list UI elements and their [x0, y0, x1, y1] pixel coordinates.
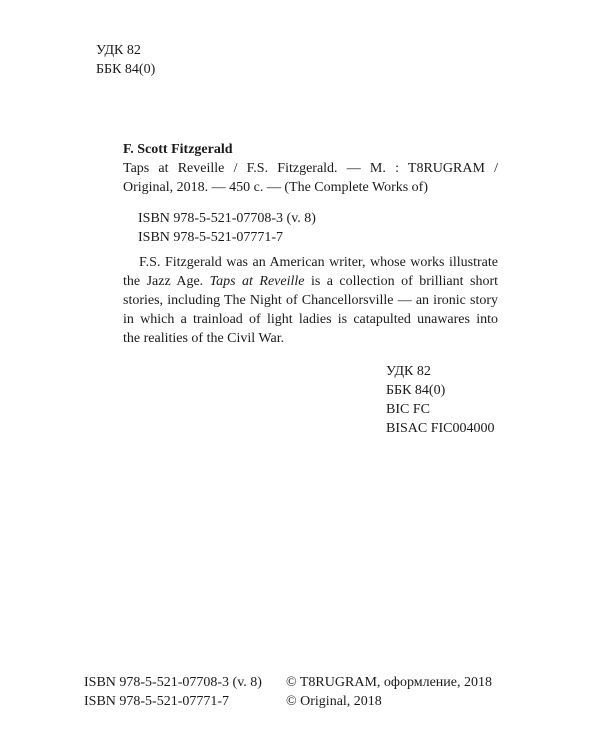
footer-isbn-volume: ISBN 978-5-521-07708-3 (v. 8): [84, 675, 262, 690]
bibliographic-entry: [123, 159, 498, 197]
udk-code: УДК 82: [386, 364, 431, 379]
annotation-line-5: the realities of the Civil War.: [123, 331, 285, 346]
annotation-line-3: stories, including The Night of Chancellorsville — an ironic story: [123, 293, 498, 308]
isbn-block: [138, 209, 316, 247]
bbk-code: ББК 84(0): [386, 383, 446, 398]
copyright-original: © Original, 2018: [286, 694, 382, 709]
book-title: Taps at Reveille: [209, 274, 305, 289]
annotation: [123, 253, 498, 348]
annotation-line-2: [123, 272, 498, 291]
classification-codes: [386, 362, 495, 438]
bbk-code: ББК 84(0): [96, 62, 156, 77]
isbn-volume: ISBN 978-5-521-07708-3 (v. 8): [138, 211, 316, 226]
annotation-line-1: F.S. Fitzgerald was an American writer, whose works illustrate: [139, 255, 498, 270]
bisac-code: BISAC FIC004000: [386, 421, 495, 436]
biblio-line-2: Original, 2018. — 450 c. — (The Complete Works of): [123, 180, 429, 195]
udk-code: УДК 82: [96, 43, 141, 58]
annotation-text: is a collection of brilliant short: [310, 274, 498, 289]
footer-isbn: [84, 673, 262, 711]
annotation-line-4: in which a trainload of light ladies is catapulted unawares into: [123, 312, 498, 327]
top-classification-codes: [96, 41, 155, 79]
biblio-line-1: Taps at Reveille / F.S. Fitzgerald. — M. : T8RUGRAM /: [123, 161, 498, 176]
footer-isbn-series: ISBN 978-5-521-07771-7: [84, 694, 230, 709]
footer-copyright: [286, 673, 492, 711]
author-name: F. Scott Fitzgerald: [123, 142, 233, 157]
bic-code: BIC FC: [386, 402, 430, 417]
isbn-series: ISBN 978-5-521-07771-7: [138, 230, 284, 245]
annotation-text: the Jazz Age.: [123, 274, 204, 289]
copyright-publisher: © T8RUGRAM, оформление, 2018: [286, 675, 493, 690]
